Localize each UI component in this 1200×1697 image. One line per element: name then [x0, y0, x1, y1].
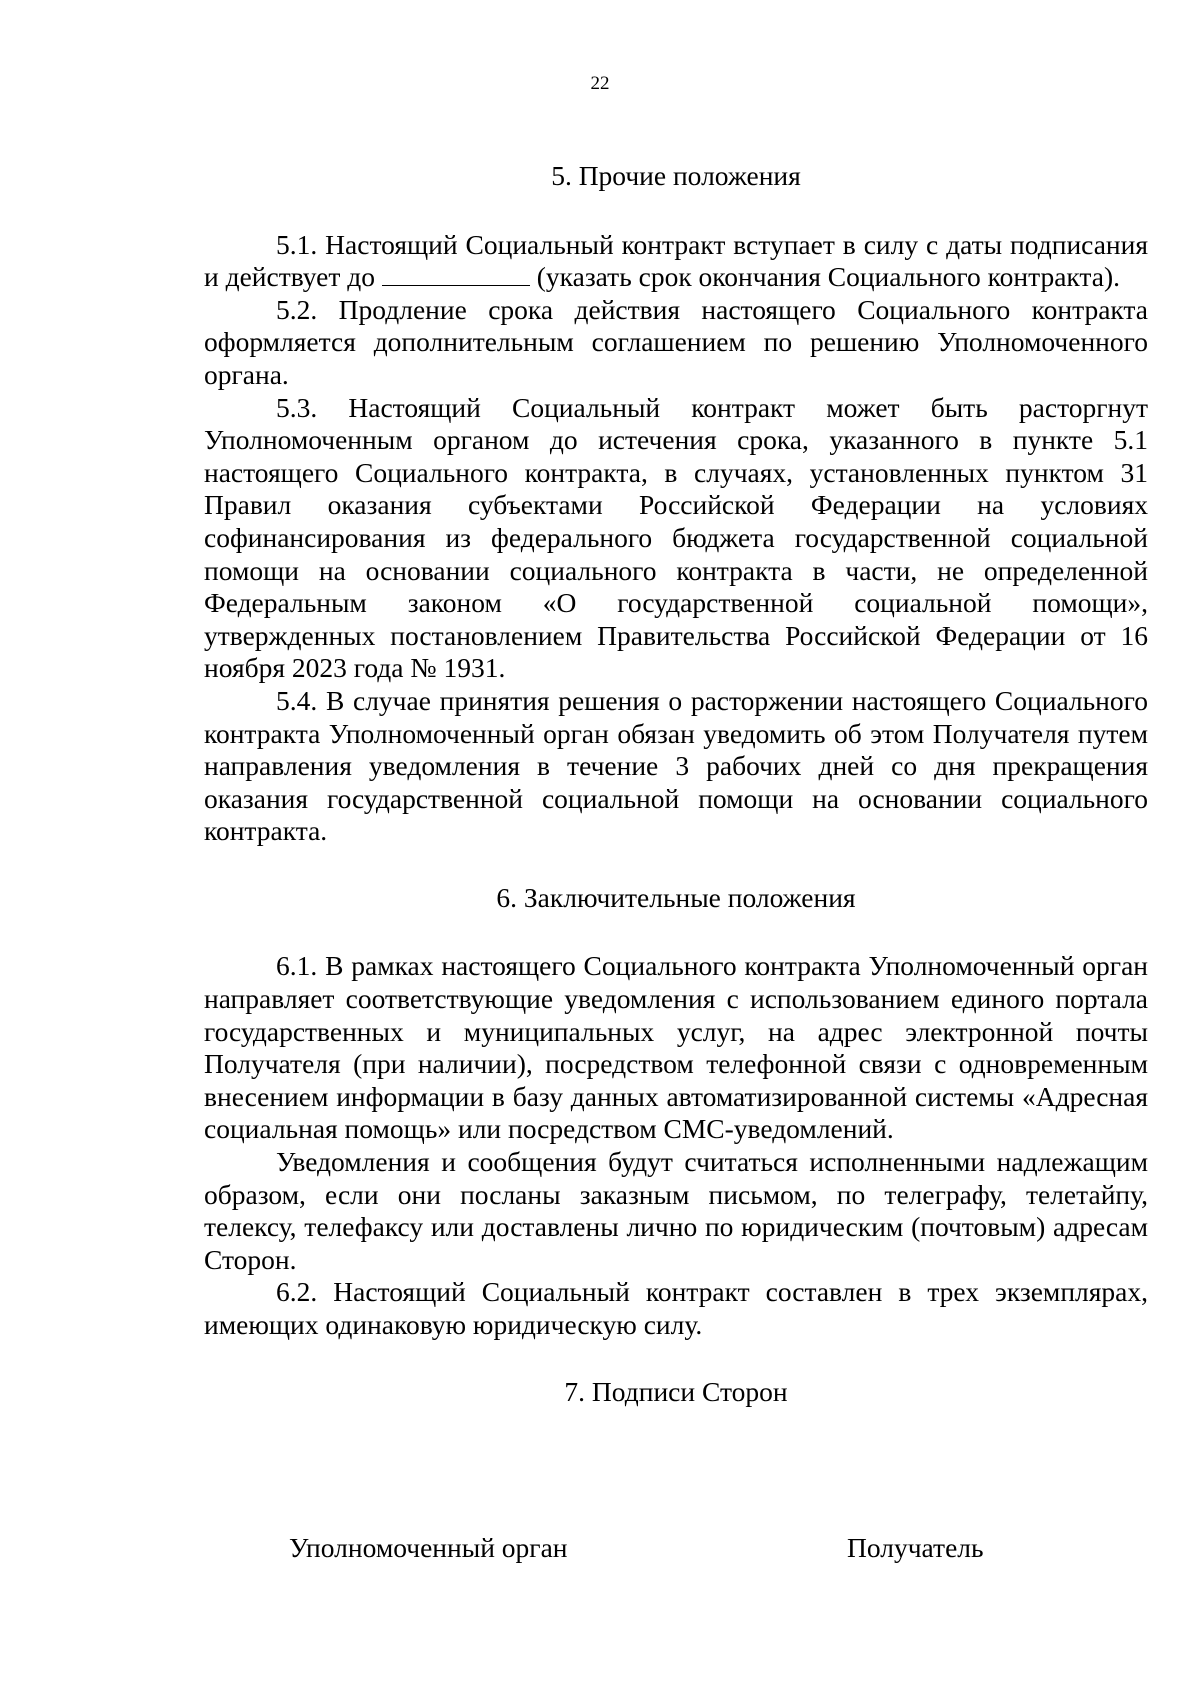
clause-5-1: [204, 229, 1148, 294]
document-body: [204, 160, 1148, 1408]
clause-5-3: 5.3. Настоящий Социальный контракт может быть расторгнут Уполномоченным органом до истечения срока, указанного в пункте 5.1 настоящего Социального контракта, в случаях, установленных пунктом 31 Правил оказания субъектами Российской Федерации на условиях софинансирования из федерального бюджета государственной социальной помощи на основании социального контракта в части, не определенной Федеральным законом «О государственной социальной помощи», утвержденных постановлением Правительства Российской Федерации от 16 ноября 2023 года № 1931.: [204, 391, 1148, 684]
clause-5-1-text-before: 5.1. Настоящий Социальный контракт вступает в силу с даты подписания и действует до: [204, 228, 1148, 293]
page-number: 22: [590, 73, 610, 94]
section-7-heading: 7. Подписи Сторон: [564, 1375, 788, 1407]
clause-5-4: 5.4. В случае принятия решения о расторжении настоящего Социального контракта Уполномоченный орган обязан уведомить об этом Получателя путем направления уведомления в течение 3 рабочих дней со дня прекращения оказания государственной социальной помощи на основании социального контракта.: [204, 684, 1148, 847]
section-6-heading: 6. Заключительные положения: [496, 881, 856, 913]
clause-6-1: 6.1. В рамках настоящего Социального контракта Уполномоченный орган направляет соответствующие уведомления с использованием единого портала государственных и муниципальных услуг, на адрес электронной почты Получателя (при наличии), посредством телефонной связи с одновременным внесением информации в базу данных автоматизированной системы «Адресная социальная помощь» или посредством СМС-уведомлений.: [204, 950, 1148, 1145]
clause-5-2: 5.2. Продление срока действия настоящего Социального контракта оформляется дополнительным соглашением по решению Уполномоченного органа.: [204, 293, 1148, 390]
clause-6-2: 6.2. Настоящий Социальный контракт составлен в трех экземплярах, имеющих одинаковую юридическую силу.: [204, 1276, 1148, 1340]
signature-party-authority: Уполномоченный орган: [289, 1532, 568, 1563]
section-5-heading: 5. Прочие положения: [551, 160, 801, 191]
clause-6-1-notice: Уведомления и сообщения будут считаться исполненными надлежащим образом, если они посланы заказным письмом, по телеграфу, телетайпу, телексу, телефаксу или доставлены лично по юридическим (почтовым) адресам Сторон.: [204, 1146, 1148, 1275]
clause-5-1-text-after: (указать срок окончания Социального контракта).: [529, 261, 1120, 293]
date-blank-line: [382, 263, 530, 286]
signature-party-recipient: Получатель: [847, 1532, 984, 1563]
